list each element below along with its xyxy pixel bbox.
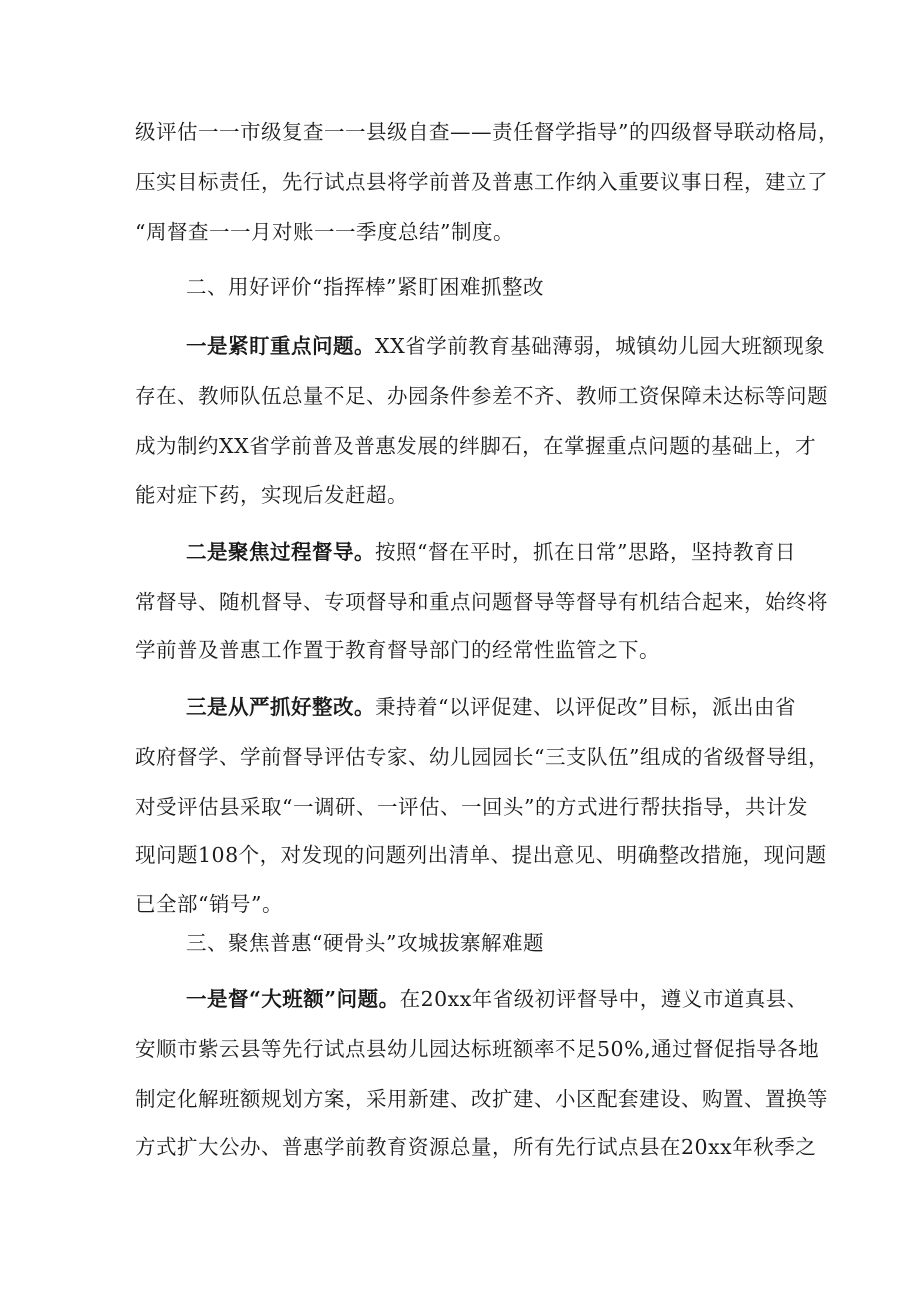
text-line: 对受评估县采取“一调研、一评估、一回头”的方式进行帮扶指导，共计发 — [135, 795, 808, 819]
text-line — [186, 693, 796, 721]
text-line: 存在、教师队伍总量不足、办园条件参差不齐、教师工资保障未达标等问题 — [135, 384, 828, 408]
paragraph-text: 秉持着“以评促建、以评促改”目标，派出由省 — [375, 695, 796, 719]
text-line: 政府督学、学前督导评估专家、幼儿园园长“三支队伍”组成的省级督导组， — [135, 745, 829, 769]
text-line: 现问题108个，对发现的问题列出清单、提出意见、明确整改措施，现问题 — [135, 843, 827, 867]
text-line: “周督查一一月对账一一季度总结”制度。 — [135, 220, 514, 244]
paragraph-lead: 三是从严抓好整改。 — [186, 695, 375, 719]
text-line: 能对症下药，实现后发赶超。 — [135, 483, 408, 507]
section-heading: 二、用好评价“指挥棒”紧盯困难抓整改 — [186, 275, 544, 299]
text-line: 制定化解班额规划方案，采用新建、改扩建、小区配套建设、购置、置换等 — [135, 1087, 828, 1111]
text-line: 常督导、随机督导、专项督导和重点问题督导等督导有机结合起来，始终将 — [135, 590, 828, 614]
paragraph-text: XX省学前教育基础薄弱，城镇幼儿园大班额现象 — [375, 334, 826, 358]
text-line: 压实目标责任，先行试点县将学前普及普惠工作纳入重要议事日程，建立了 — [135, 170, 828, 194]
text-line: 方式扩大公办、普惠学前教育资源总量，所有先行试点县在20xx年秋季之 — [135, 1135, 817, 1159]
text-line: 学前普及普惠工作置于教育督导部门的经常性监管之下。 — [135, 638, 660, 662]
text-line: 成为制约XX省学前普及普惠发展的绊脚石，在掌握重点问题的基础上，才 — [135, 434, 817, 458]
text-line: 级评估一一市级复查一一县级自查——责任督学指导”的四级督导联动格局， — [135, 120, 839, 144]
text-line — [186, 538, 796, 566]
paragraph-lead: 一是紧盯重点问题。 — [186, 334, 375, 358]
section-heading: 三、聚焦普惠“硬骨头”攻城拔寨解难题 — [186, 931, 544, 955]
paragraph-text: 在20xx年省级初评督导中，遵义市道真县、 — [399, 987, 808, 1011]
text-line — [186, 985, 808, 1013]
text-line: 已全部“销号”。 — [135, 892, 283, 916]
paragraph-text: 按照“督在平时，抓在日常”思路，坚持教育日 — [375, 540, 796, 564]
paragraph-lead: 二是聚焦过程督导。 — [186, 540, 375, 564]
text-line — [186, 332, 825, 360]
paragraph-lead: 一是督“大班额”问题。 — [186, 987, 400, 1011]
text-line: 安顺市紫云县等先行试点县幼儿园达标班额率不足50%,通过督促指导各地 — [135, 1037, 820, 1061]
